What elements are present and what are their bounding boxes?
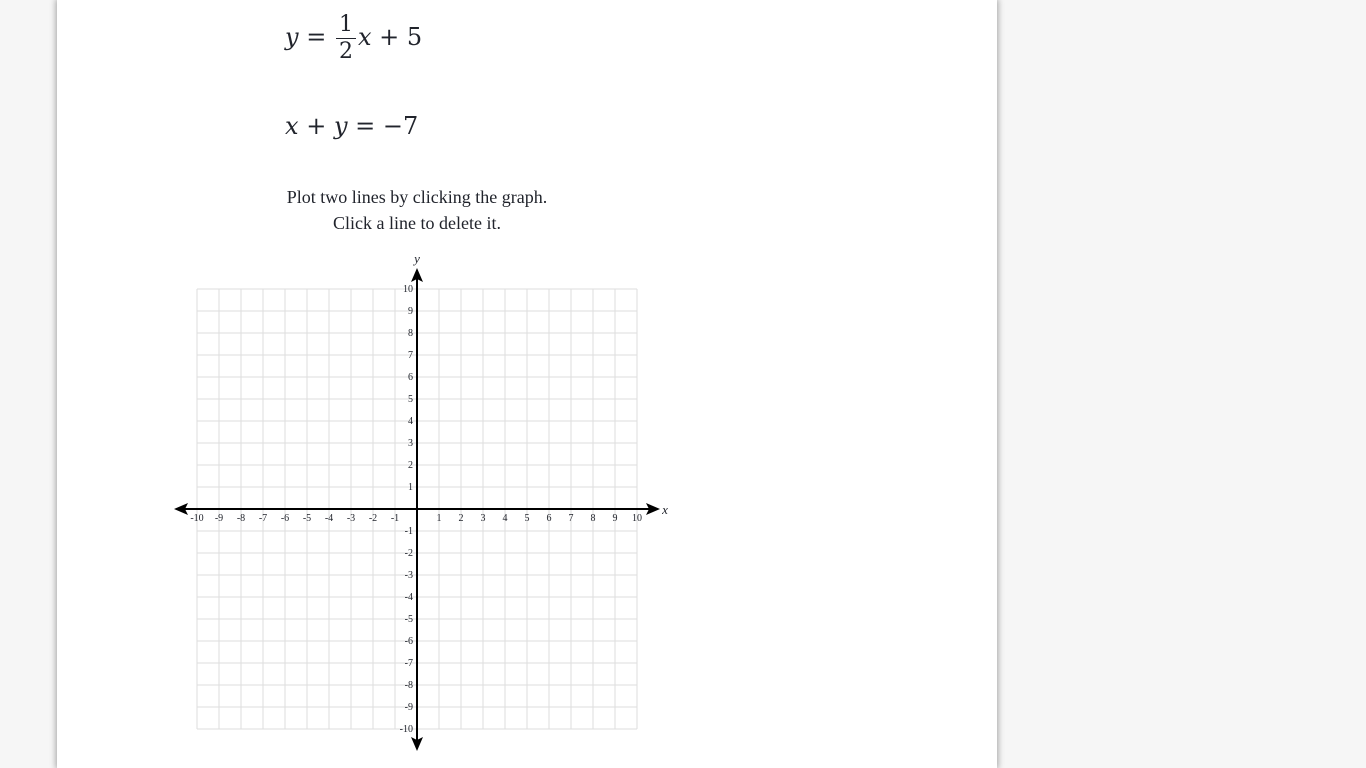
x-tick-label: 6 — [546, 513, 552, 524]
x-tick-label: -7 — [258, 513, 268, 524]
x-tick-label: 10 — [632, 513, 642, 524]
x-tick-label: -10 — [190, 513, 204, 524]
x-tick-label: 8 — [590, 513, 596, 524]
x-tick-label: 4 — [502, 513, 508, 524]
eq1-denominator: 2 — [338, 39, 353, 64]
y-tick-label: -8 — [404, 680, 413, 691]
y-tick-label: 3 — [408, 438, 413, 449]
eq2-equals: = — [355, 112, 376, 140]
eq2-y: y — [333, 112, 348, 140]
x-tick-label: 7 — [568, 513, 574, 524]
y-tick-label: 8 — [408, 328, 413, 339]
y-tick-label: -4 — [404, 592, 413, 603]
eq1-equals: = — [306, 23, 327, 51]
y-tick-label: -1 — [404, 526, 413, 537]
x-tick-label: -6 — [280, 513, 290, 524]
x-tick-label: 1 — [436, 513, 442, 524]
y-tick-label: 4 — [408, 416, 413, 427]
x-tick-label: -1 — [390, 513, 400, 524]
x-tick-label: -4 — [324, 513, 334, 524]
y-tick-label: -2 — [404, 548, 413, 559]
y-tick-label: 10 — [403, 284, 413, 295]
y-tick-label: 7 — [408, 350, 413, 361]
x-tick-label: -9 — [214, 513, 224, 524]
y-tick-label: 6 — [408, 372, 413, 383]
y-axis-label: y — [414, 251, 420, 266]
eq2-rhs: −7 — [382, 112, 419, 140]
x-tick-label: -2 — [368, 513, 378, 524]
y-tick-label: -5 — [404, 614, 413, 625]
x-tick-label: 3 — [480, 513, 486, 524]
y-tick-label: -9 — [404, 702, 413, 713]
eq2-x: x — [285, 112, 299, 140]
y-tick-label: 9 — [408, 306, 413, 317]
x-tick-label: -8 — [236, 513, 246, 524]
x-tick-label: -3 — [346, 513, 356, 524]
y-tick-label: 1 — [408, 482, 413, 493]
x-tick-label: -5 — [302, 513, 312, 524]
y-tick-label: 5 — [408, 394, 413, 405]
eq1-numerator: 1 — [336, 12, 356, 39]
y-tick-label: 2 — [408, 460, 413, 471]
eq2-plus: + — [306, 112, 327, 140]
y-tick-label: -3 — [404, 570, 413, 581]
eq1-lhs: y — [285, 23, 299, 51]
x-tick-label: 5 — [524, 513, 530, 524]
y-tick-label: -7 — [404, 658, 413, 669]
eq1-variable: x — [357, 23, 372, 51]
x-tick-label: 2 — [458, 513, 464, 524]
y-tick-label: -6 — [404, 636, 413, 647]
instruction-plot: Plot two lines by clicking the graph. — [286, 187, 548, 207]
eq1-constant: + 5 — [379, 23, 423, 51]
x-tick-label: 9 — [612, 513, 618, 524]
y-tick-label: -10 — [399, 724, 413, 735]
instruction-delete: Click a line to delete it. — [333, 213, 501, 233]
x-axis-label: x — [662, 502, 668, 517]
